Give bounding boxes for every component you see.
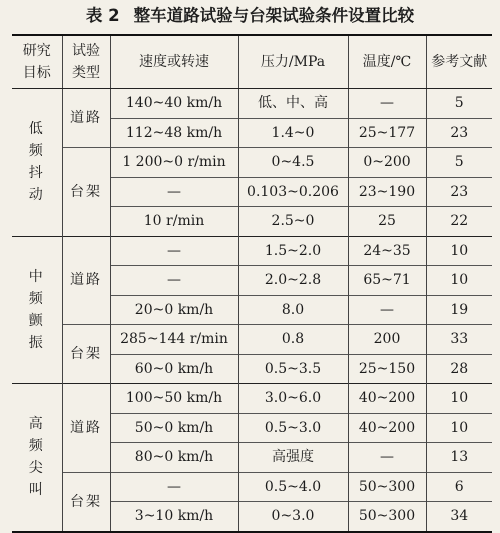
speed-cell: 50~0 km/h [110, 413, 238, 443]
comparison-table [12, 34, 492, 533]
table-row [12, 472, 492, 502]
test-type-cell: 台架 [62, 148, 110, 237]
reference-cell: 10 [426, 384, 492, 414]
pressure-cell: 高强度 [238, 443, 348, 473]
header-reference: 参考文献 [426, 35, 492, 89]
header-pressure: 压力/MPa [238, 35, 348, 89]
test-type-cell: 道路 [62, 236, 110, 325]
speed-cell: 60~0 km/h [110, 354, 238, 384]
table-row [12, 236, 492, 266]
table-label: 表 2 [85, 6, 120, 25]
pressure-cell: 2.0~2.8 [238, 266, 348, 296]
table-caption [0, 4, 500, 28]
reference-cell: 33 [426, 325, 492, 355]
speed-cell: — [110, 236, 238, 266]
speed-cell: 1 200~0 r/min [110, 148, 238, 178]
pressure-cell: 0.5~3.0 [238, 413, 348, 443]
temperature-cell: 24~35 [348, 236, 426, 266]
table-row [12, 148, 492, 178]
temperature-cell: — [348, 89, 426, 119]
table-row [12, 384, 492, 414]
group-target-cell: 高频尖叫 [12, 384, 62, 532]
test-type-cell: 台架 [62, 325, 110, 384]
header-temperature: 温度/℃ [348, 35, 426, 89]
pressure-cell: 8.0 [238, 295, 348, 325]
speed-cell: 100~50 km/h [110, 384, 238, 414]
speed-cell: 20~0 km/h [110, 295, 238, 325]
reference-cell: 6 [426, 472, 492, 502]
pressure-cell: 3.0~6.0 [238, 384, 348, 414]
pressure-cell: 0.5~3.5 [238, 354, 348, 384]
reference-cell: 22 [426, 207, 492, 237]
pressure-cell: 1.4~0 [238, 118, 348, 148]
temperature-cell: 50~300 [348, 502, 426, 532]
temperature-cell: 25~177 [348, 118, 426, 148]
pressure-cell: 0~3.0 [238, 502, 348, 532]
pressure-cell: 1.5~2.0 [238, 236, 348, 266]
header-row [12, 35, 492, 89]
reference-cell: 10 [426, 266, 492, 296]
temperature-cell: — [348, 295, 426, 325]
header-target: 研究目标 [12, 35, 62, 89]
temperature-cell: 0~200 [348, 148, 426, 178]
table-row [12, 325, 492, 355]
test-type-cell: 道路 [62, 89, 110, 148]
pressure-cell: 0.5~4.0 [238, 472, 348, 502]
temperature-cell: 25~150 [348, 354, 426, 384]
pressure-cell: 0~4.5 [238, 148, 348, 178]
speed-cell: 3~10 km/h [110, 502, 238, 532]
pressure-cell: 低、中、高 [238, 89, 348, 119]
reference-cell: 5 [426, 89, 492, 119]
reference-cell: 13 [426, 443, 492, 473]
group-target-cell: 低频抖动 [12, 89, 62, 237]
speed-cell: 140~40 km/h [110, 89, 238, 119]
temperature-cell: 23~190 [348, 177, 426, 207]
speed-cell: — [110, 266, 238, 296]
header-type: 试验类型 [62, 35, 110, 89]
speed-cell: — [110, 472, 238, 502]
temperature-cell: 25 [348, 207, 426, 237]
test-type-cell: 道路 [62, 384, 110, 473]
pressure-cell: 2.5~0 [238, 207, 348, 237]
header-speed: 速度或转速 [110, 35, 238, 89]
temperature-cell: — [348, 443, 426, 473]
table-body [12, 89, 492, 532]
temperature-cell: 40~200 [348, 413, 426, 443]
reference-cell: 23 [426, 118, 492, 148]
speed-cell: 80~0 km/h [110, 443, 238, 473]
reference-cell: 5 [426, 148, 492, 178]
reference-cell: 10 [426, 236, 492, 266]
speed-cell: 10 r/min [110, 207, 238, 237]
reference-cell: 34 [426, 502, 492, 532]
pressure-cell: 0.103~0.206 [238, 177, 348, 207]
reference-cell: 10 [426, 413, 492, 443]
temperature-cell: 65~71 [348, 266, 426, 296]
temperature-cell: 40~200 [348, 384, 426, 414]
temperature-cell: 200 [348, 325, 426, 355]
pressure-cell: 0.8 [238, 325, 348, 355]
reference-cell: 23 [426, 177, 492, 207]
speed-cell: 112~48 km/h [110, 118, 238, 148]
temperature-cell: 50~300 [348, 472, 426, 502]
speed-cell: 285~144 r/min [110, 325, 238, 355]
table-row [12, 89, 492, 119]
reference-cell: 19 [426, 295, 492, 325]
group-target-cell: 中频颤振 [12, 236, 62, 384]
table-title: 整车道路试验与台架试验条件设置比较 [133, 6, 415, 25]
test-type-cell: 台架 [62, 472, 110, 532]
reference-cell: 28 [426, 354, 492, 384]
speed-cell: — [110, 177, 238, 207]
